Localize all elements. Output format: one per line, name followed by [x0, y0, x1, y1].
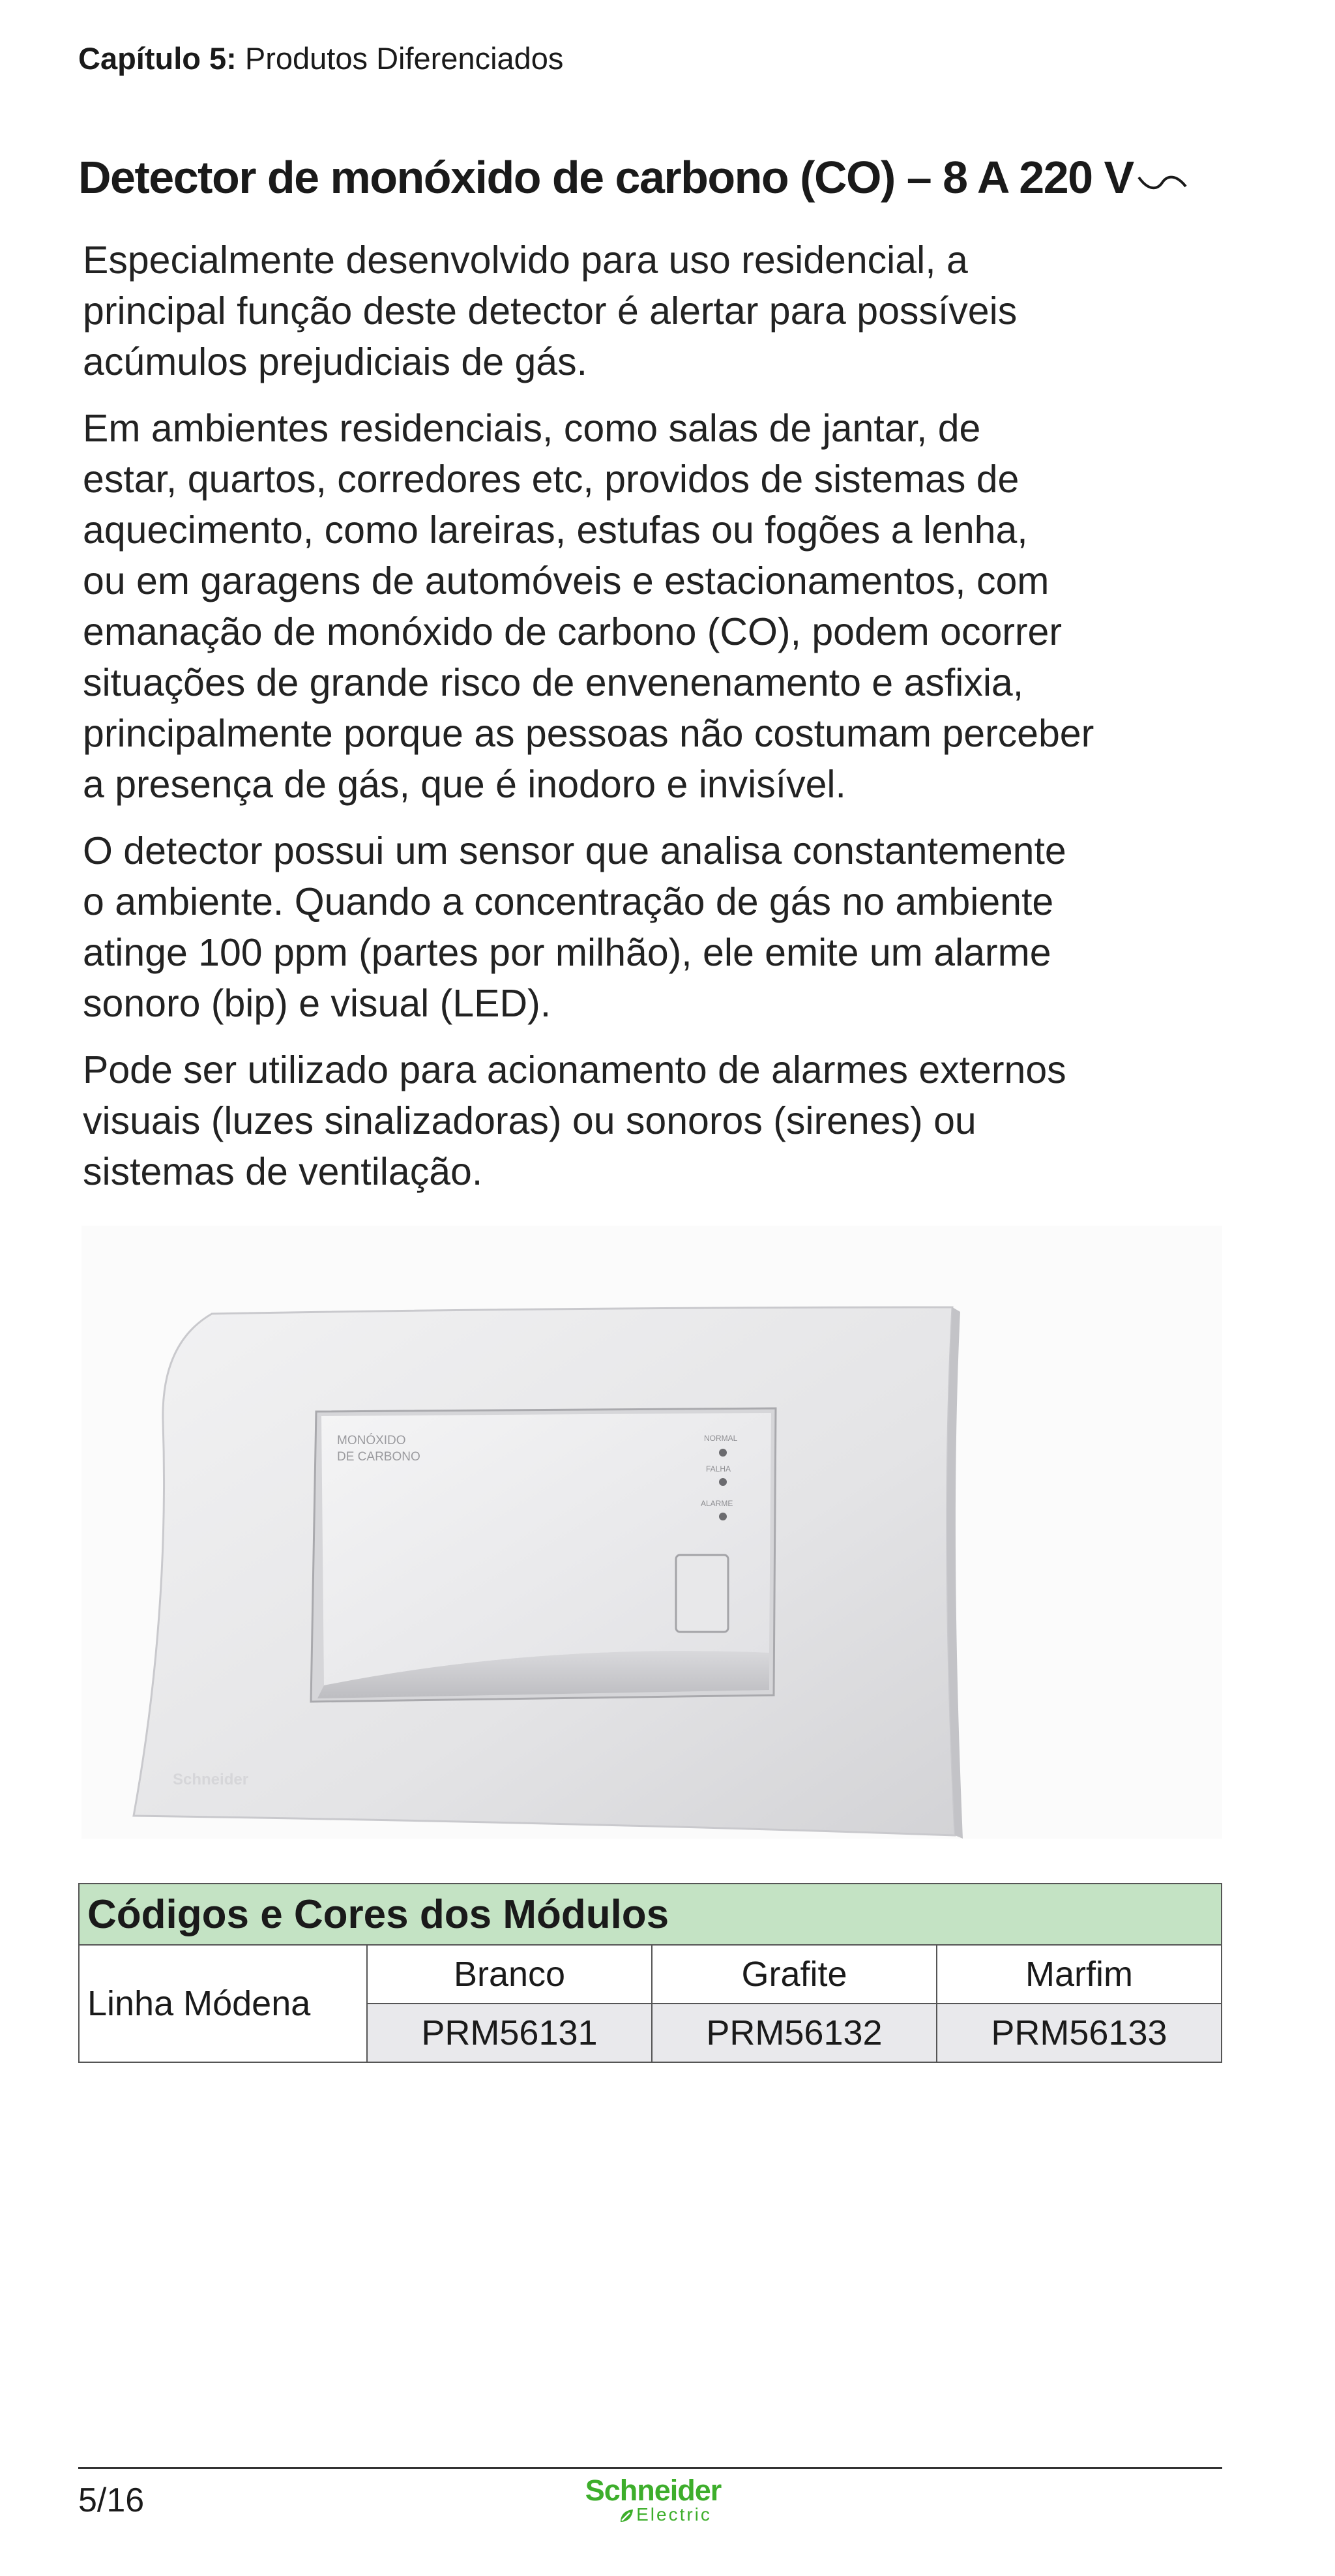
led-label-falha: FALHA — [706, 1464, 731, 1473]
led-label-alarme: ALARME — [701, 1499, 733, 1508]
brand-sub-text: Electric — [636, 2504, 712, 2524]
ac-wave-icon — [1137, 168, 1187, 194]
co-detector-illustration — [81, 1226, 1222, 1839]
plate-brand: Schneider — [173, 1771, 249, 1788]
product-image — [81, 1226, 1222, 1839]
paragraph: Pode ser utilizado para acionamento de alarmes externos visuais (luzes sinalizadoras) ou sonoros (sirenes) ou sistemas de ventilação. — [83, 1048, 1066, 1193]
code-grafite: PRM56132 — [652, 2004, 937, 2062]
code-marfim: PRM56133 — [937, 2004, 1222, 2062]
paragraph: Especialmente desenvolvido para uso residencial, a principal função deste detector é alertar para possíveis acúmulos prejudiciais de gás. — [83, 239, 1018, 383]
paragraph: Em ambientes residenciais, como salas de jantar, de estar, quartos, corredores etc, providos de sistemas de aquecimento, como lareiras, estufas ou fogões a lenha, ou em garagens de automóveis e estacionamentos, com emanação de monóxido de carbono (CO), podem ocorrer situações de grande risco de envenenamento e asfixia, principalmente porque as pessoas não costumam perceber a presença de gás, que é inodoro e invisível. — [83, 407, 1094, 806]
page-number: 5/16 — [78, 2481, 145, 2519]
page-title — [78, 150, 1187, 205]
footer-divider — [78, 2467, 1222, 2469]
led-falha — [719, 1478, 727, 1486]
chapter-header — [78, 40, 563, 77]
line-name: Linha Módena — [79, 1945, 367, 2062]
brand-sub — [575, 2505, 731, 2524]
chapter-label: Capítulo 5: — [78, 41, 237, 76]
page-title-text: Detector de monóxido de carbono (CO) – 8 A 220 V — [78, 152, 1134, 203]
chapter-name: Produtos Diferenciados — [244, 41, 564, 76]
color-grafite: Grafite — [652, 1945, 937, 2004]
led-normal — [719, 1449, 727, 1457]
color-marfim: Marfim — [937, 1945, 1222, 2004]
table-title: Códigos e Cores dos Módulos — [79, 1884, 1222, 1945]
test-button — [676, 1555, 728, 1632]
code-branco: PRM56131 — [367, 2004, 652, 2062]
codes-table — [78, 1883, 1222, 2063]
color-branco: Branco — [367, 1945, 652, 2004]
leaf-icon — [618, 2508, 635, 2524]
module-label-line2: DE CARBONO — [337, 1450, 420, 1464]
led-alarme — [719, 1513, 727, 1520]
module-label-line1: MONÓXIDO — [337, 1434, 406, 1447]
body-text — [83, 235, 1224, 1213]
paragraph: O detector possui um sensor que analisa constantemente o ambiente. Quando a concentração de gás no ambiente atinge 100 ppm (partes por milhão), ele emite um alarme sonoro (bip) e visual (LED). — [83, 829, 1066, 1025]
led-label-normal: NORMAL — [704, 1434, 738, 1443]
brand-logo — [575, 2476, 731, 2524]
brand-name: Schneider — [585, 2474, 722, 2507]
